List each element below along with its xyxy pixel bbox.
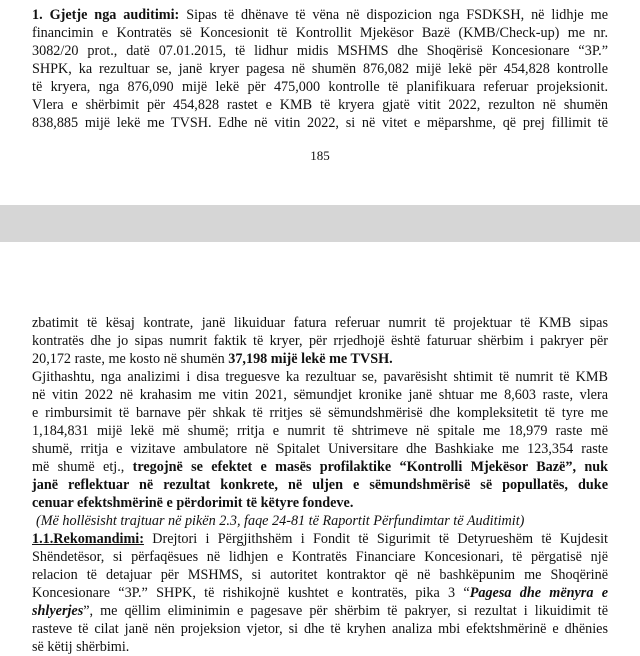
report-page-top: [0, 0, 640, 205]
text-line: zbatimit të kësaj kontrate, janë likuiduar fatura referuar numrit të projektuar të KMB sipas: [32, 315, 608, 331]
text-line: më shumë etj., tregojnë se efektet e masës profilaktike “Kontrolli Mjekësor Bazë”, nuk: [32, 459, 608, 475]
recommendation-line: 1.1.Rekomandimi: Drejtori i Përgjithshëm i Fondit të Sigurimit të Detyrueshëm të Kujdesit: [32, 531, 608, 547]
finding-line-3: 3082/20 prot., datë 07.01.2015, të lidhur midis MSHMS dhe Shoqërisë Koncesionare “3P.”: [32, 43, 608, 59]
text-line: Koncesionare “3P.” SHPK, të rishikojnë kushtet e kontratës, pika 3 “Pagesa dhe mënyra e: [32, 585, 608, 601]
text-line: rasteve të cilat janë nën projeksion vjetor, si dhe të kryhen analiza mbi efektshmërinë e dhënies: [32, 621, 608, 637]
page-number: 185: [310, 148, 330, 163]
text-line: Shëndetësor, si përfaqësues në lidhjen e Kontratës Financiare Koncesionari, të përgatisë një: [32, 549, 608, 565]
text-line: së këtij shërbimi.: [32, 639, 130, 655]
finding-line-4: SHPK, ka rezultuar se, janë kryer pagesa në shumën 876,082 mijë lekë për 454,828 kontrolle: [32, 61, 608, 77]
reference-note: (Më hollësisht trajtuar në pikën 2.3, faqe 24-81 të Raportit Përfundimtar të Auditimit): [36, 513, 525, 529]
text-line: janë reflektuar në rezultat konkrete, në uljen e sëmundshmërisë së popullatës, duke: [32, 477, 608, 493]
text-line: në vitin 2022 në krahasim me vitin 2021, sëmundjet kronike janë shtuar me 8,603 raste, vlera: [32, 387, 608, 403]
finding-line-2: financimin e Kontratës së Koncesionit të Kontrollit Mjekësor Bazë (KMB/Check-up) me nr.: [32, 25, 608, 41]
finding-line-5: të kryera, nga 876,090 mijë lekë për 475,000 kontrolle të planifikuara referuar projeksionit.: [32, 79, 608, 95]
text-line: 20,172 raste, me kosto në shumën 37,198 mijë lekë me TVSH.: [32, 351, 393, 367]
recommendation-heading: 1.1.Rekomandimi:: [32, 531, 144, 547]
text-line: kontratës dhe jo sipas numrit faktik të kryer, për rrjedhojë është faturuar shërbim i pakryer për: [32, 333, 608, 349]
text-line: e rimbursimit të barnave për shkak të rritjes së sëmundshmërisë dhe kompleksitetit të tyre me: [32, 405, 608, 421]
text-line: cenuar efektshmërinë e përdorimit të këtyre fondeve.: [32, 495, 354, 511]
text-line: Gjithashtu, nga analizimi i disa treguesve ka rezultuar se, pavarësisht shtimit të numrit të KMB: [32, 369, 608, 385]
text-line: shlyerjes”, me qëllim eliminimin e pagesave për shërbim të pakryer, si rezultat i likuidimit të: [32, 603, 608, 619]
text-line: relacion të detajuar për MSHMS, si autoritet kontraktor që në bashkëpunim me Shoqërinë: [32, 567, 608, 583]
finding-line-6: Vlera e shërbimit për 454,828 rastet e KMB të kryera gjatë vitit 2022, rezulton në shumën: [32, 97, 608, 113]
text-line: shumë, rritja e vizitave ambulatore në Spitalet Universitare dhe Bashkiake me 123,354 raste: [32, 441, 608, 457]
text-line: 1,184,831 mijë lekë më shumë; rritja e numrit të shtrimeve në spitale me 18,979 raste më: [32, 423, 608, 439]
finding-heading: 1. Gjetje nga auditimi:: [32, 7, 180, 23]
finding-line-1: 1. Gjetje nga auditimi: Sipas të dhënave të vëna në dispozicion nga FSDKSH, në lidhje me: [32, 7, 608, 23]
report-page-bottom: [0, 242, 640, 653]
finding-line-7: 838,885 mijë lekë me TVSH. Edhe në vitin 2022, si në vitet e mëparshme, që prej fillimit të: [32, 115, 608, 131]
amount-highlight: 37,198 mijë lekë me TVSH.: [228, 351, 393, 367]
page-gap: [0, 205, 640, 242]
